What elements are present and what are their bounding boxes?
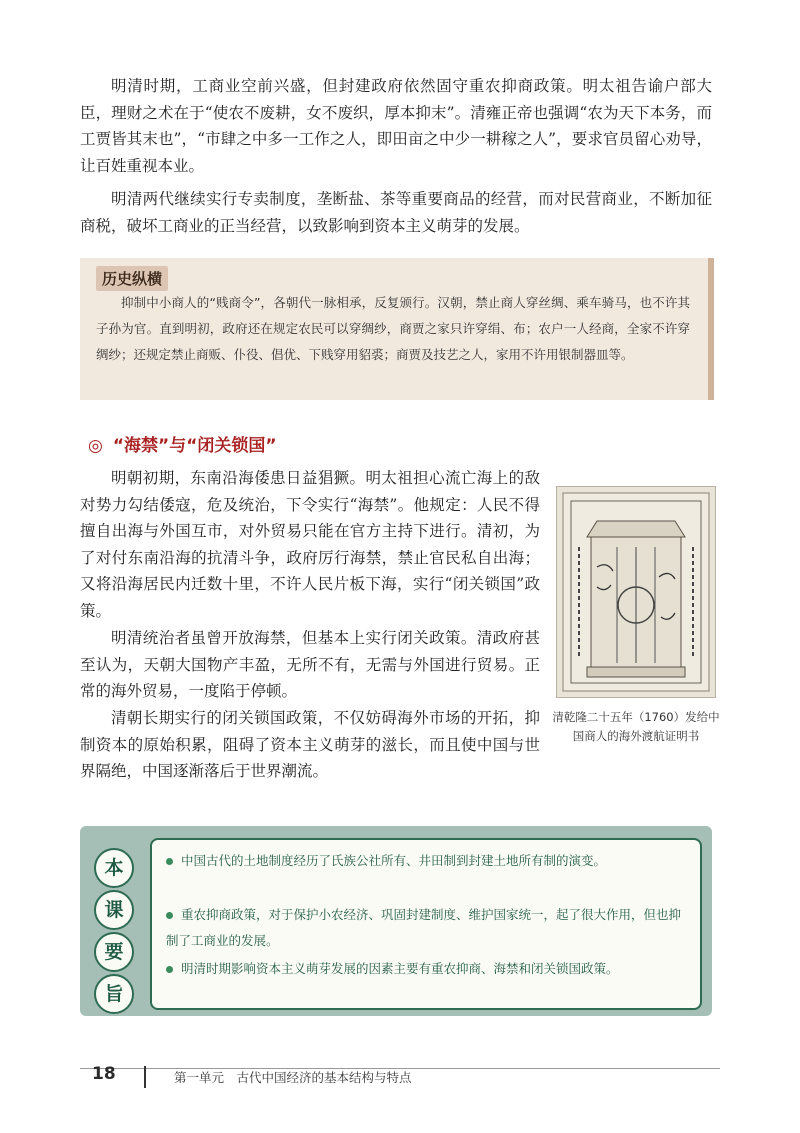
paragraph-closed-policy: 明清统治者虽曾开放海禁，但基本上实行闭关政策。清政府甚至认为，天朝大国物产丰盈，无所不有，无需与外国进行贸易。正常的海外贸易，一度陷于停顿。 bbox=[80, 629, 540, 700]
paragraph-consequence: 清朝长期实行的闭关锁国政策，不仅妨碍海外市场的开拓，抑制资本的原始积累，阻碍了资本主义萌芽的滋长，而且使中国与世界隔绝，中国逐渐落后于世界潮流。 bbox=[80, 709, 540, 780]
summary-char-2: 课 bbox=[94, 890, 134, 930]
summary-item-text: 重农抑商政策，对于保护小农经济、巩固封建制度、维护国家统一，起了很大作用，但也抑制了工商业的发展。 bbox=[166, 907, 682, 948]
section-marker-icon: ◎ bbox=[88, 436, 103, 456]
summary-item-text: 中国古代的土地制度经历了氏族公社所有、井田制到封建土地所有制的演变。 bbox=[181, 853, 607, 868]
footer-unit-title: 第一单元 古代中国经济的基本结构与特点 bbox=[174, 1070, 412, 1085]
paragraph-policy: 明清时期，工商业空前兴盛，但封建政府依然固守重农抑商政策。明太祖告谕户部大臣，理财之术在于“使农不废耕，女不废织，厚本抑末”。清雍正帝也强调“农为天下本务，而工贾皆其末也”，“市肆之中多一工作之人，即田亩之中少一耕稼之人”，要求官员留心劝导，让百姓重视本业。 bbox=[80, 77, 712, 175]
paragraph-monopoly: 明清两代继续实行专卖制度，垄断盐、茶等重要商品的经营，而对民营商业，不断加征商税，破坏工商业的正当经营，以致影响到资本主义萌芽的发展。 bbox=[80, 190, 712, 235]
summary-char-4: 旨 bbox=[94, 974, 134, 1014]
summary-side-label bbox=[90, 832, 138, 1010]
summary-char-3: 要 bbox=[94, 932, 134, 972]
paragraph-haijin: 明朝初期，东南沿海倭患日益猖獗。明太祖担心流亡海上的敌对势力勾结倭寇，危及统治，下令实行“海禁”。他规定：人民不得擅自出海与外国互市，对外贸易只能在官方主持下进行。清初，为了对付东南沿海的抗清斗争，政府厉行海禁，禁止官民私自出海；又将沿海居民内迁数十里，不许人民片板下海，实行“闭关锁国”政策。 bbox=[80, 469, 540, 620]
historical-document-image bbox=[556, 486, 716, 698]
summary-content-panel bbox=[150, 838, 702, 1010]
summary-item bbox=[166, 848, 686, 874]
figure-caption: 清乾隆二十五年（1760）发给中国商人的海外渡航证明书 bbox=[552, 710, 720, 743]
section-heading bbox=[88, 431, 277, 456]
navigation-certificate-illustration bbox=[557, 487, 715, 697]
history-sidebar-box bbox=[80, 258, 714, 400]
section-title: “海禁”与“闭关锁国” bbox=[112, 436, 277, 456]
history-box-title: 历史纵横 bbox=[96, 266, 168, 291]
summary-char-1: 本 bbox=[94, 848, 134, 888]
lesson-summary-box bbox=[80, 826, 712, 1016]
bullet-dot-icon bbox=[166, 966, 173, 973]
summary-item bbox=[166, 902, 686, 954]
summary-item-text: 明清时期影响资本主义萌芽发展的因素主要有重农抑商、海禁和闭关锁国政策。 bbox=[181, 961, 619, 976]
bullet-dot-icon bbox=[166, 912, 173, 919]
history-box-text: 抑制中小商人的“贱商令”，各朝代一脉相承，反复颁行。汉朝，禁止商人穿丝绸、乘车骑马，也不许其子孙为官。直到明初，政府还在规定农民可以穿绸纱，商贾之家只许穿绢、布；农户一人经商，全家不许穿绸纱；还规定禁止商贩、仆役、倡优、下贱穿用貂裘；商贾及技艺之人，家用不许用银制器皿等。 bbox=[96, 295, 690, 362]
page-number: 18 bbox=[92, 1064, 116, 1084]
summary-item bbox=[166, 956, 686, 982]
bullet-dot-icon bbox=[166, 858, 173, 865]
footer-separator bbox=[144, 1066, 146, 1088]
